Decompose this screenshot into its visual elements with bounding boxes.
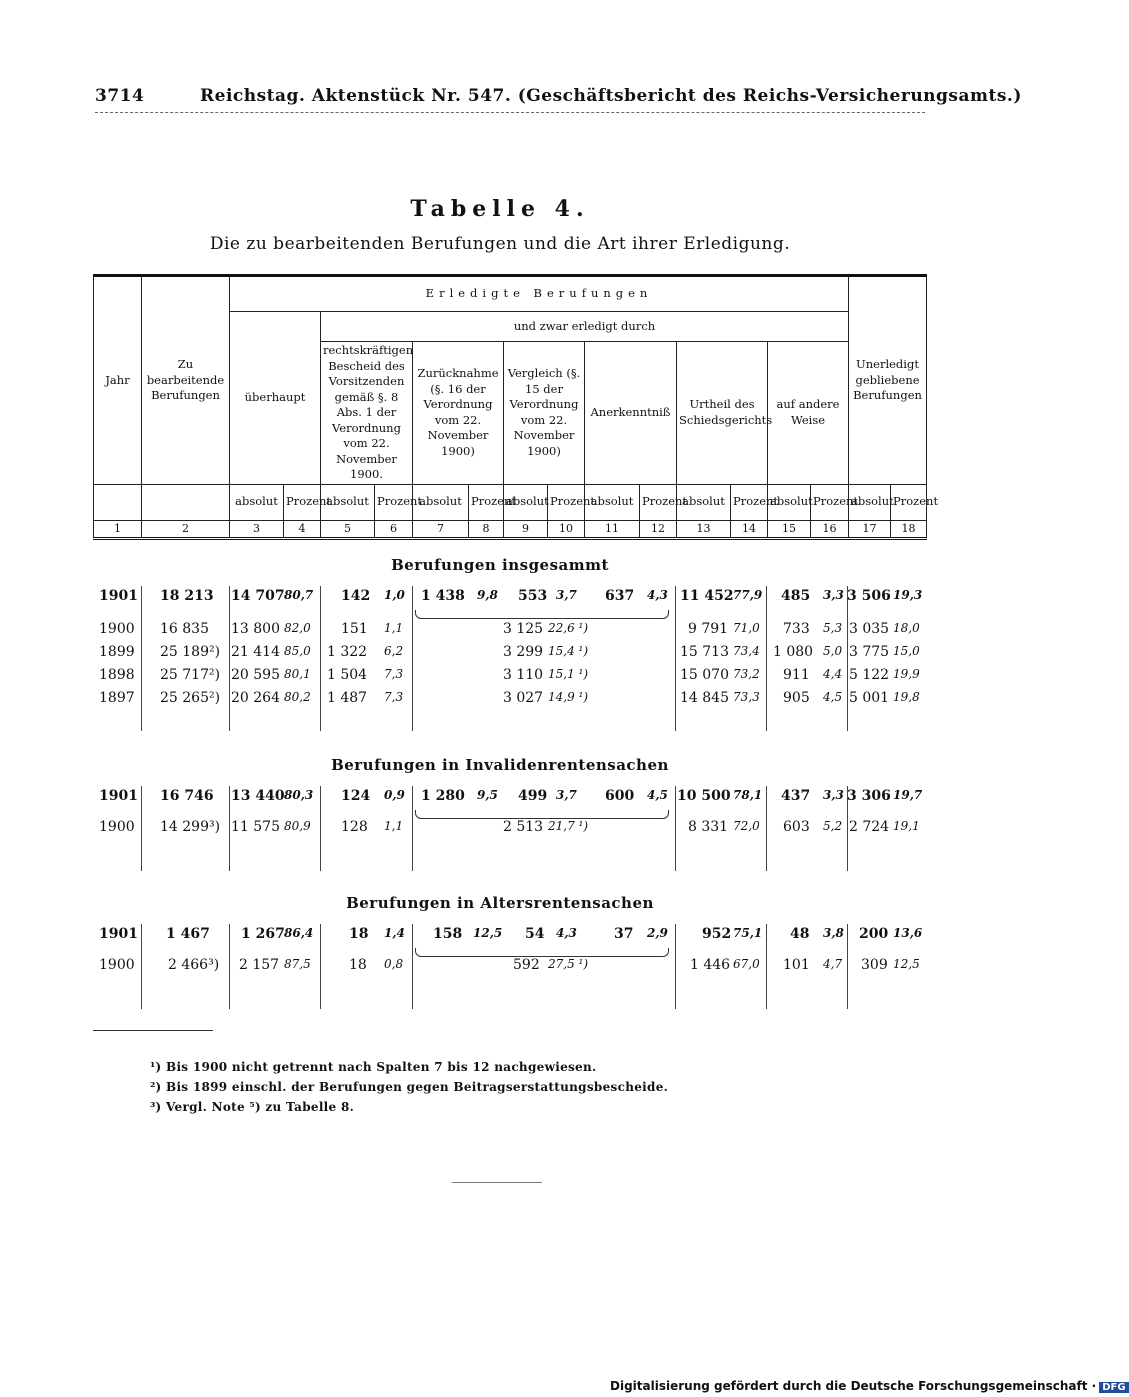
cell-comb-abs: 592	[513, 957, 540, 973]
col-zuruecknahme: Zurücknahme (§. 16 der Verordnung vom 22. November 1900)	[413, 342, 504, 485]
cell-comb-pct: 15,1 ¹)	[548, 667, 589, 681]
table-row	[93, 644, 926, 666]
cell-ue-abs: 11 575	[231, 819, 280, 835]
table-row	[93, 957, 926, 979]
cell-ue-abs: 1 267	[241, 926, 285, 942]
table-header	[93, 274, 939, 540]
cell-zu: 16 835	[160, 621, 209, 637]
col-number: 11	[585, 520, 640, 539]
cell-bes-pct: 1,0	[384, 588, 405, 602]
cell-zu: 25 265²)	[160, 690, 221, 706]
cell-and-pct: 5,0	[823, 644, 843, 658]
col-number: 1	[94, 520, 142, 539]
col-urtheil: Urtheil des Schiedsgerichts	[677, 342, 768, 485]
col-number: 18	[891, 520, 927, 539]
col-absolut: absolut	[413, 484, 469, 520]
cell-urt-pct: 78,1	[733, 788, 763, 802]
cell-ver-pct: 3,7	[556, 588, 577, 602]
cell-jahr: 1901	[99, 926, 138, 942]
cell-urt-abs: 11 452	[680, 588, 734, 604]
col-number: 4	[284, 520, 321, 539]
cell-zu: 18 213	[160, 588, 214, 604]
column-rule	[229, 924, 230, 1009]
cell-un-pct: 12,5	[893, 957, 920, 971]
section-body	[93, 586, 926, 736]
col-prozent: Prozent	[640, 484, 677, 520]
cell-urt-pct: 73,2	[733, 667, 760, 681]
cell-un-pct: 18,0	[893, 621, 920, 635]
merge-brace	[415, 810, 669, 819]
cell-zu: 25 717²)	[160, 667, 221, 683]
cell-urt-pct: 71,0	[733, 621, 760, 635]
cell-ane-pct: 2,9	[647, 926, 668, 940]
cell-urt-pct: 67,0	[733, 957, 760, 971]
subheader-row	[94, 484, 927, 520]
column-rule	[141, 924, 142, 1009]
cell-ue-abs: 14 707	[231, 588, 285, 604]
cell-jahr: 1899	[99, 644, 135, 660]
cell-urt-pct: 73,3	[733, 690, 760, 704]
cell-urt-pct: 72,0	[733, 819, 760, 833]
cell-and-abs: 905	[783, 690, 810, 706]
cell-urt-abs: 1 446	[690, 957, 731, 973]
cell-and-pct: 3,3	[823, 588, 844, 602]
cell-zur-pct: 12,5	[473, 926, 503, 940]
cell-urt-pct: 75,1	[733, 926, 763, 940]
cell-zu: 14 299³)	[160, 819, 221, 835]
col-bescheid: rechtskräftigen Bescheid des Vorsitzenden gemäß §. 8 Abs. 1 der Verordnung vom 22. November 1900.	[321, 342, 413, 485]
cell-bes-pct: 0,8	[384, 957, 404, 971]
cell-ue-pct: 80,9	[284, 819, 311, 833]
column-rule	[675, 924, 676, 1009]
credit-text: Digitalisierung gefördert durch die Deutsche Forschungsgemeinschaft ·	[610, 1379, 1097, 1393]
cell-un-pct: 15,0	[893, 644, 920, 658]
cell-comb-pct: 15,4 ¹)	[548, 644, 589, 658]
column-rule	[412, 924, 413, 1009]
footnote-rule	[93, 1030, 213, 1031]
col-auf-andere: auf andere Weise	[768, 342, 849, 485]
col-absolut: absolut	[768, 484, 811, 520]
cell-comb-abs: 2 513	[503, 819, 544, 835]
cell-ue-pct: 80,1	[284, 667, 311, 681]
table-title: Tabelle 4.	[410, 196, 590, 222]
cell-un-abs: 5 001	[849, 690, 890, 706]
col-prozent: Prozent	[891, 484, 927, 520]
cell-and-abs: 485	[781, 588, 811, 604]
cell-un-abs: 5 122	[849, 667, 890, 683]
digitization-credit	[610, 1379, 1129, 1393]
col-zu-bearbeitende: Zu bearbeitende Berufungen	[142, 276, 230, 485]
cell-urt-pct: 73,4	[733, 644, 760, 658]
col-number: 7	[413, 520, 469, 539]
col-ueberhaupt: überhaupt	[230, 312, 321, 485]
cell-zur-pct: 9,8	[477, 588, 498, 602]
cell-zu: 16 746	[160, 788, 214, 804]
cell-bes-abs: 18	[349, 957, 367, 973]
cell-bes-pct: 6,2	[384, 644, 404, 658]
column-rule	[229, 586, 230, 731]
running-title: Reichstag. Aktenstück Nr. 547. (Geschäftsbericht des Reichs-Versicherungsamts.)	[200, 86, 1022, 106]
col-number: 16	[811, 520, 849, 539]
cell-zu: 25 189²)	[160, 644, 221, 660]
table-row	[93, 690, 926, 712]
column-rule	[229, 786, 230, 871]
cell-bes-abs: 151	[341, 621, 368, 637]
table-subtitle: Die zu bearbeitenden Berufungen und die Art ihrer Erledigung.	[209, 234, 791, 254]
section-body	[93, 786, 926, 876]
col-number: 10	[548, 520, 585, 539]
cell-ue-pct: 80,7	[284, 588, 314, 602]
table-row	[93, 588, 926, 610]
cell-urt-abs: 10 500	[677, 788, 731, 804]
column-rule	[141, 586, 142, 731]
cell-jahr: 1897	[99, 690, 135, 706]
cell-comb-abs: 3 027	[503, 690, 544, 706]
cell-bes-pct: 1,1	[384, 621, 404, 635]
col-absolut: absolut	[677, 484, 731, 520]
cell-zur-pct: 9,5	[477, 788, 498, 802]
col-number: 3	[230, 520, 284, 539]
cell-un-abs: 3 506	[847, 588, 891, 604]
table-row	[93, 621, 926, 643]
dfg-logo: DFG	[1099, 1382, 1128, 1393]
cell-and-abs: 603	[783, 819, 810, 835]
column-rule	[320, 786, 321, 871]
cell-comb-pct: 14,9 ¹)	[548, 690, 589, 704]
cell-un-abs: 3 035	[849, 621, 890, 637]
col-number: 6	[375, 520, 413, 539]
cell-urt-pct: 77,9	[733, 588, 763, 602]
column-rule	[412, 586, 413, 731]
cell-and-pct: 4,7	[823, 957, 843, 971]
cell-urt-abs: 952	[702, 926, 732, 942]
cell-jahr: 1898	[99, 667, 135, 683]
cell-ver-pct: 4,3	[556, 926, 577, 940]
section-title: Berufungen insgesammt	[391, 556, 609, 574]
col-number: 15	[768, 520, 811, 539]
cell-urt-abs: 8 331	[688, 819, 729, 835]
cell-ue-abs: 21 414	[231, 644, 280, 660]
cell-ver-abs: 553	[518, 588, 548, 604]
cell-urt-abs: 15 713	[680, 644, 729, 660]
cell-ue-abs: 20 595	[231, 667, 280, 683]
column-rule	[766, 786, 767, 871]
cell-ver-abs: 499	[518, 788, 548, 804]
cell-urt-abs: 15 070	[680, 667, 729, 683]
cell-and-abs: 1 080	[773, 644, 814, 660]
merge-brace	[415, 948, 669, 957]
cell-ue-abs: 2 157	[239, 957, 280, 973]
col-prozent: Prozent	[375, 484, 413, 520]
cell-un-pct: 19,8	[893, 690, 920, 704]
cell-comb-pct: 21,7 ¹)	[548, 819, 589, 833]
cell-zur-abs: 1 280	[421, 788, 465, 804]
cell-and-pct: 4,4	[823, 667, 843, 681]
col-number: 17	[849, 520, 891, 539]
col-und-zwar: und zwar erledigt durch	[321, 312, 849, 342]
column-rule	[412, 786, 413, 871]
col-absolut: absolut	[230, 484, 284, 520]
cell-un-abs: 3 306	[847, 788, 891, 804]
col-number: 14	[731, 520, 768, 539]
cell-ane-pct: 4,5	[647, 788, 668, 802]
end-rule	[452, 1182, 542, 1183]
cell-zur-abs: 1 438	[421, 588, 465, 604]
column-rule	[141, 786, 142, 871]
cell-jahr: 1900	[99, 621, 135, 637]
cell-un-pct: 19,7	[893, 788, 923, 802]
cell-ue-pct: 82,0	[284, 621, 311, 635]
cell-ue-pct: 85,0	[284, 644, 311, 658]
column-rule	[320, 586, 321, 731]
cell-comb-abs: 3 299	[503, 644, 544, 660]
col-anerkenntnis: Anerkenntniß	[585, 342, 677, 485]
col-prozent: Prozent	[548, 484, 585, 520]
cell-ue-pct: 87,5	[284, 957, 311, 971]
cell-jahr: 1900	[99, 819, 135, 835]
col-prozent: Prozent	[284, 484, 321, 520]
cell-bes-pct: 7,3	[384, 690, 404, 704]
cell-bes-abs: 124	[341, 788, 371, 804]
cell-un-abs: 309	[861, 957, 888, 973]
cell-bes-pct: 0,9	[384, 788, 405, 802]
cell-comb-pct: 22,6 ¹)	[548, 621, 589, 635]
col-unerledigt: Unerledigt gebliebene Berufungen	[849, 276, 927, 485]
cell-ue-pct: 80,2	[284, 690, 311, 704]
cell-zur-abs: 158	[433, 926, 463, 942]
cell-bes-abs: 1 504	[327, 667, 368, 683]
col-absolut: absolut	[585, 484, 640, 520]
col-prozent: Prozent	[469, 484, 504, 520]
header-rule	[95, 112, 925, 113]
cell-and-pct: 3,3	[823, 788, 844, 802]
cell-and-pct: 5,3	[823, 621, 843, 635]
cell-ue-pct: 80,3	[284, 788, 314, 802]
column-rule	[320, 924, 321, 1009]
table-row	[93, 819, 926, 841]
footnote: ³) Vergl. Note ⁵) zu Tabelle 8.	[150, 1100, 355, 1114]
cell-ane-abs: 37	[614, 926, 634, 942]
column-rule	[847, 586, 848, 731]
column-rule	[847, 786, 848, 871]
cell-bes-pct: 1,4	[384, 926, 405, 940]
cell-bes-abs: 1 487	[327, 690, 368, 706]
merge-brace	[415, 610, 669, 619]
col-number: 13	[677, 520, 731, 539]
cell-ue-abs: 20 264	[231, 690, 280, 706]
cell-bes-abs: 1 322	[327, 644, 368, 660]
cell-jahr: 1900	[99, 957, 135, 973]
cell-un-abs: 2 724	[849, 819, 890, 835]
cell-ane-abs: 637	[605, 588, 635, 604]
cell-and-pct: 3,8	[823, 926, 844, 940]
col-absolut: absolut	[504, 484, 548, 520]
cell-ue-abs: 13 440	[231, 788, 285, 804]
cell-jahr: 1901	[99, 788, 138, 804]
cell-and-pct: 5,2	[823, 819, 843, 833]
col-number: 5	[321, 520, 375, 539]
col-prozent: Prozent	[731, 484, 768, 520]
column-number-row	[94, 520, 927, 539]
col-vergleich: Vergleich (§. 15 der Verordnung vom 22. November 1900)	[504, 342, 585, 485]
page-number: 3714	[95, 86, 145, 106]
cell-zu: 2 466³)	[168, 957, 220, 973]
cell-un-pct: 19,1	[893, 819, 920, 833]
footnote: ²) Bis 1899 einschl. der Berufungen gegen Beitragserstattungsbescheide.	[150, 1080, 669, 1094]
cell-bes-pct: 7,3	[384, 667, 404, 681]
cell-bes-abs: 142	[341, 588, 371, 604]
footnote: ¹) Bis 1900 nicht getrennt nach Spalten 7 bis 12 nachgewiesen.	[150, 1060, 597, 1074]
cell-urt-abs: 9 791	[688, 621, 729, 637]
col-number: 8	[469, 520, 504, 539]
cell-un-abs: 200	[859, 926, 889, 942]
col-absolut: absolut	[321, 484, 375, 520]
cell-ver-abs: 54	[525, 926, 545, 942]
col-jahr: Jahr	[94, 276, 142, 485]
cell-and-abs: 733	[783, 621, 810, 637]
cell-ue-abs: 13 800	[231, 621, 280, 637]
cell-bes-pct: 1,1	[384, 819, 404, 833]
cell-comb-abs: 3 110	[503, 667, 544, 683]
cell-un-pct: 19,3	[893, 588, 923, 602]
column-rule	[847, 924, 848, 1009]
cell-comb-pct: 27,5 ¹)	[548, 957, 589, 971]
cell-un-abs: 3 775	[849, 644, 890, 660]
col-number: 12	[640, 520, 677, 539]
cell-ver-pct: 3,7	[556, 788, 577, 802]
cell-jahr: 1901	[99, 588, 138, 604]
col-absolut: absolut	[849, 484, 891, 520]
cell-bes-abs: 128	[341, 819, 368, 835]
cell-un-pct: 13,6	[893, 926, 923, 940]
cell-zu: 1 467	[166, 926, 210, 942]
cell-and-abs: 437	[781, 788, 811, 804]
col-number: 2	[142, 520, 230, 539]
table-row	[93, 667, 926, 689]
section-title: Berufungen in Altersrentensachen	[346, 894, 654, 912]
cell-un-pct: 19,9	[893, 667, 920, 681]
cell-and-abs: 48	[790, 926, 810, 942]
table-row	[93, 788, 926, 810]
col-number: 9	[504, 520, 548, 539]
column-rule	[766, 924, 767, 1009]
cell-ane-abs: 600	[605, 788, 635, 804]
cell-and-pct: 4,5	[823, 690, 843, 704]
cell-and-abs: 101	[783, 957, 810, 973]
section-body	[93, 924, 926, 1014]
cell-ane-pct: 4,3	[647, 588, 668, 602]
cell-bes-abs: 18	[349, 926, 369, 942]
cell-and-abs: 911	[783, 667, 810, 683]
table-row	[93, 926, 926, 948]
col-prozent: Prozent	[811, 484, 849, 520]
col-erledigte: Erledigte Berufungen	[230, 276, 849, 312]
cell-ue-pct: 86,4	[284, 926, 314, 940]
cell-urt-abs: 14 845	[680, 690, 729, 706]
column-rule	[675, 786, 676, 871]
column-rule	[766, 586, 767, 731]
column-rule	[675, 586, 676, 731]
section-title: Berufungen in Invalidenrentensachen	[331, 756, 669, 774]
cell-comb-abs: 3 125	[503, 621, 544, 637]
